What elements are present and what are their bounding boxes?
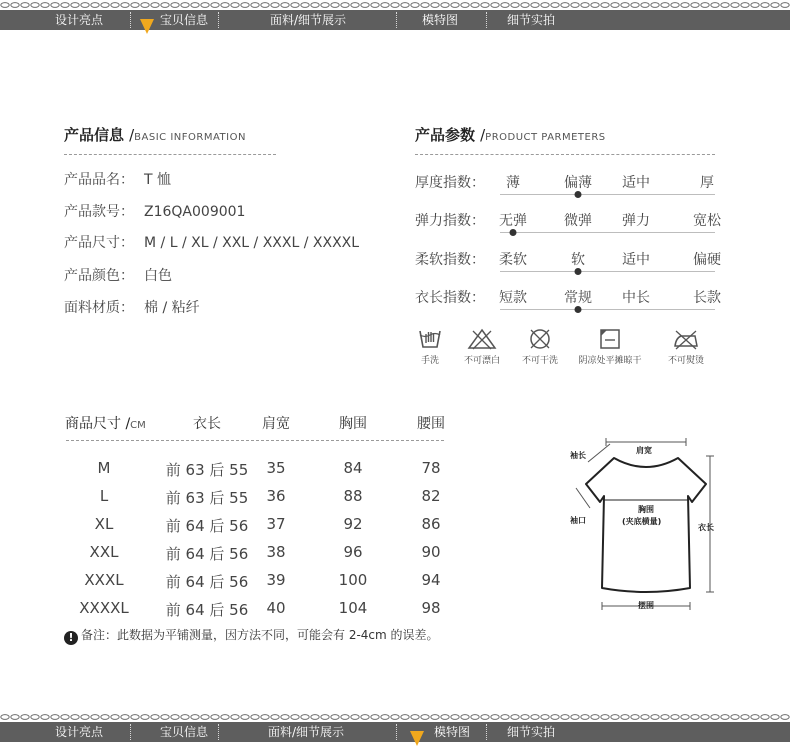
- diagram-hem: 摆围: [638, 601, 654, 610]
- param-option: 适中: [622, 175, 650, 191]
- nav-item-fabric[interactable]: 面料/细节展示: [268, 725, 345, 739]
- info-value: 棉 / 粘纤: [144, 300, 200, 316]
- nav-item-fabric[interactable]: 面料/细节展示: [270, 13, 347, 27]
- cell-chest: 96: [343, 543, 363, 561]
- cell-length: 前 63 后 55: [165, 489, 249, 507]
- no-iron-icon: [671, 328, 701, 350]
- param-option: 厚: [700, 175, 714, 191]
- cell-size: M: [97, 459, 111, 477]
- cell-waist: 90: [421, 543, 441, 561]
- cell-length: 前 64 后 56: [165, 545, 249, 563]
- info-row-style-no: [64, 201, 245, 221]
- cell-shoulder: 38: [266, 543, 286, 561]
- param-scale-line: [500, 232, 715, 233]
- param-option: 柔软: [499, 252, 527, 268]
- cell-waist: 86: [421, 515, 441, 533]
- cell-chest: 92: [343, 515, 363, 533]
- top-nav: [0, 0, 790, 30]
- care-label: 阴凉处平摊晾干: [578, 356, 642, 366]
- cell-size: XXXXL: [79, 599, 129, 617]
- diagram-length: 衣长: [698, 523, 714, 532]
- param-scale-row: [415, 249, 721, 273]
- info-value: Z16QA009001: [144, 204, 246, 220]
- param-option: 中长: [622, 290, 650, 306]
- param-option: 无弹: [499, 213, 527, 229]
- info-value: M / L / XL / XXL / XXXL / XXXXL: [144, 235, 360, 251]
- header-chest: 胸围: [339, 416, 367, 432]
- info-label: 产品尺寸：: [64, 235, 134, 251]
- param-option: 适中: [622, 252, 650, 268]
- hand-wash-icon: [417, 328, 443, 350]
- care-flat-dry: [575, 328, 645, 366]
- nav-item-details[interactable]: 细节实拍: [507, 13, 556, 27]
- cell-shoulder: 36: [266, 487, 286, 505]
- info-row-color: [64, 265, 172, 285]
- size-note: [64, 626, 439, 645]
- cell-length: 前 64 后 56: [165, 517, 249, 535]
- cell-size: XXXL: [84, 571, 124, 589]
- nav-item-design[interactable]: 设计亮点: [55, 13, 104, 27]
- nav-item-details[interactable]: 细节实拍: [507, 725, 556, 739]
- nav-item-product-info[interactable]: 宝贝信息: [160, 725, 209, 739]
- header-waist: 腰围: [417, 416, 445, 432]
- info-value: T 恤: [144, 172, 172, 188]
- nav-bar-background: [0, 722, 790, 742]
- cell-length: 前 63 后 55: [165, 461, 249, 479]
- nav-separator: [218, 724, 219, 740]
- param-option: 薄: [506, 175, 520, 191]
- info-row-name: [64, 169, 171, 189]
- param-label: 柔软指数：: [415, 252, 485, 268]
- info-label: 产品品名：: [64, 172, 134, 188]
- warning-icon: !: [64, 631, 78, 645]
- cell-shoulder: 35: [266, 459, 286, 477]
- cell-chest: 88: [343, 487, 363, 505]
- header-shoulder: 肩宽: [262, 416, 290, 432]
- nav-separator: [130, 12, 131, 28]
- diagram-chest: 胸围: [638, 505, 654, 514]
- cell-waist: 78: [421, 459, 441, 477]
- cell-shoulder: 37: [266, 515, 286, 533]
- cell-length: 前 64 后 56: [165, 601, 249, 619]
- diagram-sleeve-length: 袖长: [570, 451, 586, 460]
- info-value: 白色: [144, 268, 172, 284]
- size-table-title: [65, 413, 146, 433]
- param-selected-dot: [575, 268, 582, 275]
- info-label: 产品款号：: [64, 204, 134, 220]
- param-option: 微弹: [564, 213, 592, 229]
- param-option: 偏硬: [693, 252, 721, 268]
- param-label: 厚度指数：: [415, 175, 485, 191]
- nav-separator: [218, 12, 219, 28]
- nav-item-design[interactable]: 设计亮点: [55, 725, 104, 739]
- diagram-chest-note: (夹底横量): [622, 517, 662, 526]
- diagram-cuff: 袖口: [570, 516, 586, 525]
- param-option: 弹力: [622, 213, 650, 229]
- header-length: 衣长: [193, 416, 221, 432]
- no-dry-clean-icon: [528, 328, 552, 350]
- title-slash: /: [129, 126, 135, 144]
- note-text: 备注：此数据为平铺测量，因方法不同，可能会有 2-4cm 的误差。: [81, 628, 439, 642]
- bottom-nav: [0, 712, 790, 742]
- chain-border: [0, 712, 790, 722]
- param-selected-dot: [510, 229, 517, 236]
- cell-waist: 94: [421, 571, 441, 589]
- param-option: 偏薄: [564, 175, 592, 191]
- param-scale-line: [500, 271, 715, 272]
- param-selected-dot: [575, 191, 582, 198]
- title-en: BASIC INFORMATION: [134, 132, 246, 143]
- param-option: 软: [571, 252, 585, 268]
- size-unit: CM: [130, 420, 146, 431]
- nav-item-model[interactable]: 模特图: [422, 13, 459, 27]
- product-params-title: [415, 124, 606, 145]
- nav-separator: [486, 724, 487, 740]
- nav-separator: [486, 12, 487, 28]
- active-marker-icon: [140, 19, 154, 34]
- cell-chest: 100: [338, 571, 368, 589]
- param-option: 短款: [499, 290, 527, 306]
- divider: [66, 440, 444, 441]
- param-option: 长款: [693, 290, 721, 306]
- nav-separator: [396, 12, 397, 28]
- cell-length: 前 64 后 56: [165, 573, 249, 591]
- cell-shoulder: 40: [266, 599, 286, 617]
- param-option: 常规: [564, 290, 592, 306]
- param-option: 宽松: [693, 213, 721, 229]
- care-label: 不可干洗: [521, 356, 558, 366]
- product-info-title: [64, 124, 246, 145]
- flat-dry-shade-icon: [599, 328, 621, 350]
- cell-shoulder: 39: [266, 571, 286, 589]
- info-row-material: [64, 297, 200, 317]
- nav-separator: [130, 724, 131, 740]
- diagram-shoulder: 肩宽: [636, 446, 652, 455]
- nav-separator: [396, 724, 397, 740]
- cell-size: XXL: [89, 543, 119, 561]
- nav-bar-background: [0, 10, 790, 30]
- size-title-zh: 商品尺寸 /: [65, 416, 131, 432]
- param-scale-line: [500, 194, 715, 195]
- title-en: PRODUCT PARMETERS: [485, 132, 606, 143]
- care-no-dry-clean: [505, 328, 575, 366]
- care-label: 不可漂白: [463, 356, 500, 366]
- care-no-iron: [651, 328, 721, 366]
- cell-size: L: [99, 487, 109, 505]
- cell-chest: 84: [343, 459, 363, 477]
- nav-item-product-info[interactable]: 宝贝信息: [160, 13, 209, 27]
- cell-waist: 98: [421, 599, 441, 617]
- info-label: 面料材质：: [64, 300, 134, 316]
- param-label: 弹力指数：: [415, 213, 485, 229]
- title-slash: /: [480, 126, 486, 144]
- no-bleach-icon: [467, 328, 497, 350]
- active-marker-icon: [410, 731, 424, 746]
- nav-item-model[interactable]: 模特图: [434, 725, 471, 739]
- chain-border: [0, 0, 790, 10]
- param-scale-row: [415, 287, 721, 311]
- cell-chest: 104: [338, 599, 368, 617]
- param-scale-row: [415, 210, 721, 234]
- care-label: 手洗: [420, 356, 439, 366]
- care-label: 不可熨烫: [667, 356, 704, 366]
- tshirt-measure-diagram: [566, 432, 726, 622]
- info-label: 产品颜色：: [64, 268, 134, 284]
- param-scale-row: [415, 172, 715, 196]
- param-label: 衣长指数：: [415, 290, 485, 306]
- divider: [415, 154, 715, 155]
- cell-size: XL: [94, 515, 114, 533]
- info-row-sizes: [64, 232, 359, 252]
- divider: [64, 154, 276, 155]
- title-zh: 产品参数: [415, 126, 476, 144]
- param-selected-dot: [575, 306, 582, 313]
- cell-waist: 82: [421, 487, 441, 505]
- param-scale-line: [500, 309, 715, 310]
- title-zh: 产品信息: [64, 126, 125, 144]
